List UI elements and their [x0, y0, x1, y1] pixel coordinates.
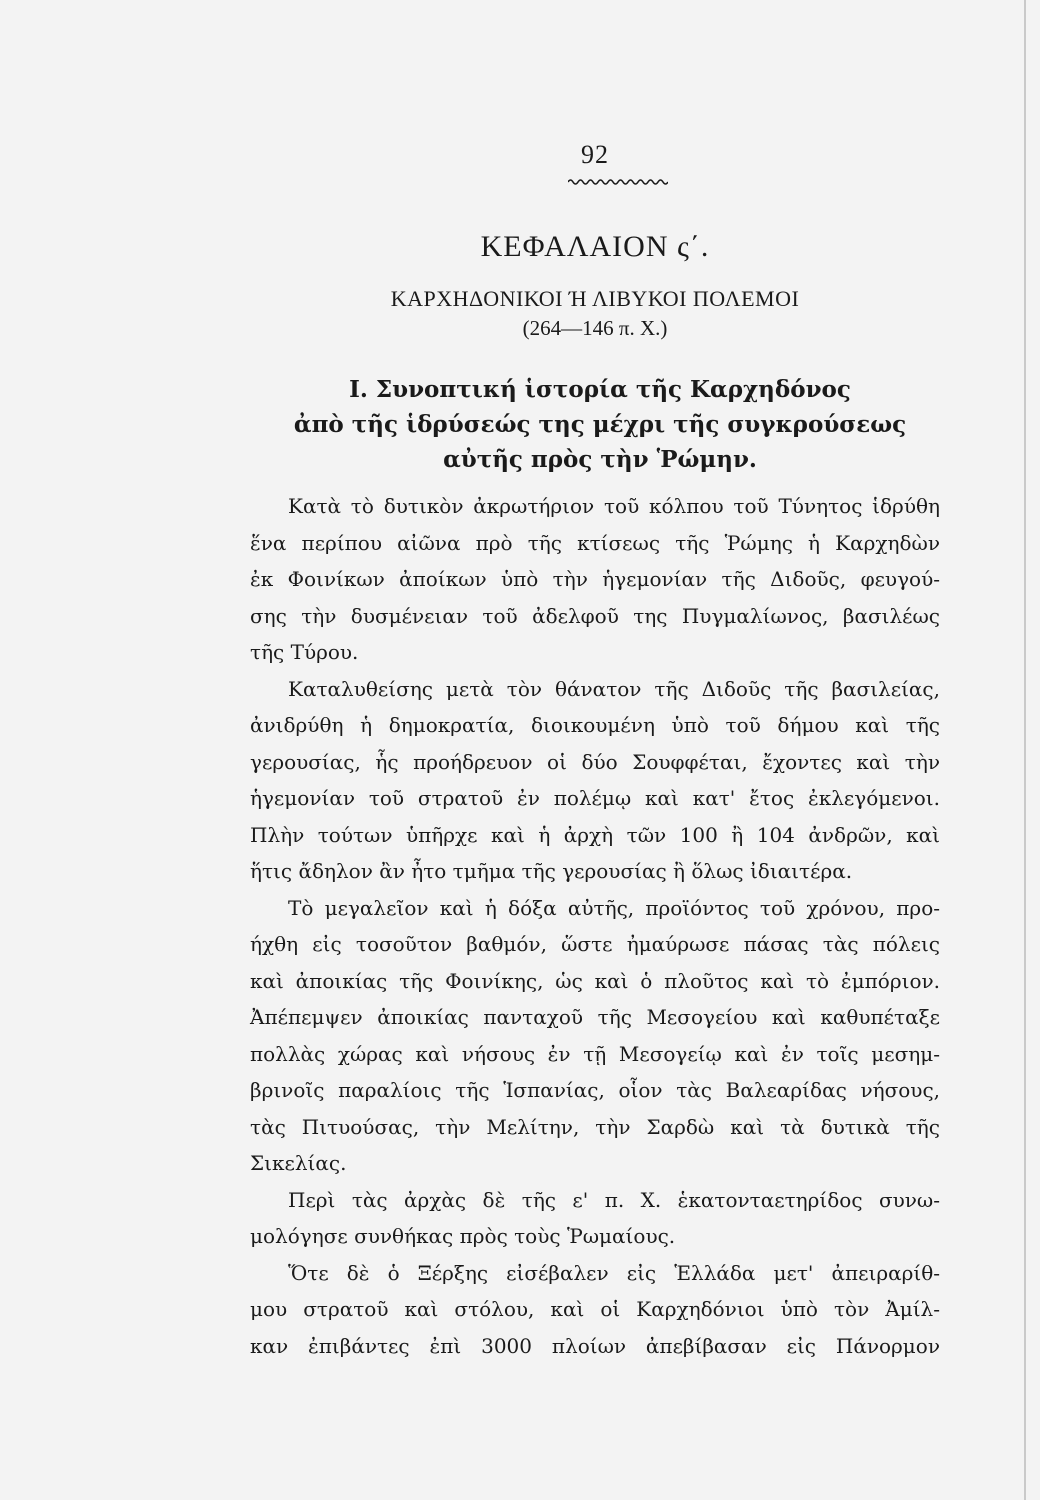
text-line: γερουσίας, ἧς προήδρευον οἱ δύο Σουφφέται, ἔχοντες καὶ τὴν: [250, 749, 940, 774]
text-line: Κατὰ τὸ δυτικὸν ἀκρωτήριον τοῦ κόλπου τοῦ Τύνητος ἱδρύθη: [288, 494, 940, 518]
text-line: Πλὴν τούτων ὑπῆρχε καὶ ἡ ἀρχὴ τῶν 100 ἢ 104 ἀνδρῶν, καὶ: [250, 822, 940, 847]
text-line: ἥτις ἄδηλον ἂν ἦτο τμῆμα τῆς γερουσίας ἢ ὅλως ἰδιαιτέρα.: [250, 859, 853, 883]
text-line: σης τὴν δυσμένειαν τοῦ ἀδελφοῦ της Πυγμαλίωνος, βασιλέως: [250, 603, 940, 628]
chapter-dates: (264—146 π. Χ.): [522, 316, 668, 340]
text-line: μου στρατοῦ καὶ στόλου, καὶ οἱ Καρχηδόνιοι ὑπὸ τὸν Ἀμίλ-: [250, 1297, 940, 1321]
page-edge: [1024, 0, 1026, 1500]
text-line: τὰς Πιτυούσας, τὴν Μελίτην, τὴν Σαρδὼ καὶ τὰ δυτικὰ τῆς: [250, 1114, 940, 1139]
text-line: βρινοῖς παραλίοις τῆς Ἱσπανίας, οἷον τὰς Βαλεαρίδας νήσους,: [250, 1078, 940, 1102]
section-heading-line: ἀπὸ τῆς ἱδρύσεώς της μέχρι τῆς συγκρούσεως: [293, 411, 907, 438]
section-heading-line: I. Συνοπτική ἱστορία τῆς Καρχηδόνος: [349, 376, 851, 403]
text-line: μολόγησε συνθήκας πρὸς τοὺς Ῥωμαίους.: [250, 1224, 676, 1248]
text-line: τῆς Τύρου.: [250, 640, 359, 664]
text-line: Καταλυθείσης μετὰ τὸν θάνατον τῆς Διδοῦς τῆς βασιλείας,: [288, 676, 940, 701]
section-heading-line: αὐτῆς πρὸς τὴν Ῥώμην.: [443, 446, 757, 473]
wavy-rule-ornament: [568, 178, 668, 186]
text-line: ἕνα περίπου αἰῶνα πρὸ τῆς κτίσεως τῆς Ῥώμης ἡ Καρχηδὼν: [250, 530, 940, 555]
text-line: ήχθη εἰς τοσοῦτον βαθμόν, ὥστε ἠμαύρωσε πάσας τὰς πόλεις: [250, 932, 940, 956]
text-line: πολλὰς χώρας καὶ νήσους ἐν τῇ Μεσογείῳ καὶ ἐν τοῖς μεσημ-: [250, 1041, 940, 1066]
text-line: Σικελίας.: [250, 1151, 347, 1175]
body-text: [250, 488, 940, 1364]
text-line: Περὶ τὰς ἀρχὰς δὲ τῆς ε' π. Χ. ἑκατονταετηρίδος συνω-: [288, 1187, 940, 1212]
text-line: καὶ ἀποικίας τῆς Φοινίκης, ὡς καὶ ὁ πλοῦτος καὶ τὸ ἐμπόριον.: [250, 968, 940, 993]
text-line: ἀνιδρύθη ἡ δημοκρατία, διοικουμένη ὑπὸ τοῦ δήμου καὶ τῆς: [250, 713, 940, 737]
chapter-subtitle: ΚΑΡΧΗΔΟΝΙΚΟΙ Ή ΛΙΒΥΚΟΙ ΠΟΛΕΜΟΙ: [390, 286, 800, 311]
text-line: Τὸ μεγαλεῖον καὶ ἡ δόξα αὐτῆς, προϊόντος τοῦ χρόνου, προ-: [288, 895, 940, 920]
text-line: ἐκ Φοινίκων ἀποίκων ὑπὸ τὴν ἡγεμονίαν τῆς Διδοῦς, φευγού-: [250, 567, 940, 591]
chapter-title: ΚΕΦΑΛΑΙΟΝ ς΄.: [480, 230, 710, 263]
section-heading: [250, 372, 950, 477]
text-line: Ἀπέπεμψεν ἀποικίας πανταχοῦ τῆς Μεσογείου καὶ καθυπέταξε: [250, 1005, 940, 1029]
text-line: καν ἐπιβάντες ἐπὶ 3000 πλοίων ἀπεβίβασαν εἰς Πάνορμον: [250, 1333, 940, 1358]
text-line: Ὅτε δὲ ὁ Ξέρξης εἰσέβαλεν εἰς Ἑλλάδα μετ' ἀπειραρίθ-: [288, 1260, 940, 1285]
text-line: ἡγεμονίαν τοῦ στρατοῦ ἐν πολέμῳ καὶ κατ' ἔτος ἐκλεγόμενοι.: [250, 786, 940, 810]
page-number: 92: [581, 140, 609, 169]
